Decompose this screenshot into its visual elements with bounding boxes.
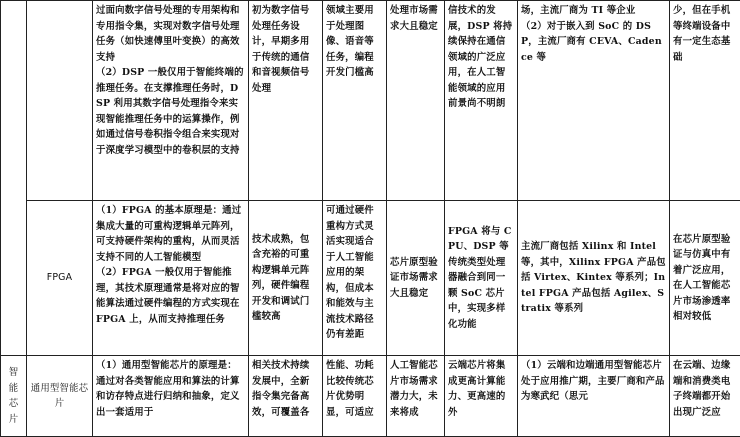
features-cell-fpga: 技术成熟，包含充裕的可重构逻辑单元阵列，硬件编程开发和调试门槛较高 xyxy=(249,201,323,356)
chip-type-cell-general: 通用型智能芯片 xyxy=(27,356,93,437)
outlook-cell-fpga: 在芯片原型验证与仿真中有着广泛应用，在人工智能芯片市场渗透率相对较低 xyxy=(670,201,740,356)
principle-cell-general: （1）通用型智能芯片的原理是：通过对各类智能应用和算法的计算和访存特点进行归纳和抽象，定义出一套适用于 xyxy=(93,356,249,437)
trend-cell-fpga: FPGA 将与 CPU、DSP 等传统类型处理器融合到同一颗 SoC 芯片中，实现多样化功能 xyxy=(445,201,518,356)
outlook-cell-dsp: 少，但在手机等终端设备中有一定生态基础 xyxy=(670,1,740,201)
applications-cell-general: 性能、功耗比较传统芯片优势明显，可适应 xyxy=(323,356,387,437)
vendors-cell-dsp: 场，主流厂商为 TI 等企业 （2）对于嵌入到 SoC 的 DSP，主流厂商有 CEVA、Cadence 等 xyxy=(518,1,670,201)
market-cell-dsp: 处理市场需求大且稳定 xyxy=(387,1,445,201)
category-cell-blank xyxy=(1,1,27,356)
features-cell-dsp: 初为数字信号处理任务设计，早期多用于传统的通信和音视频信号处理 xyxy=(249,1,323,201)
trend-cell-dsp: 信技术的发展，DSP 将持续保持在通信领域的广泛应用，在人工智能领域的应用前景尚不明朗 xyxy=(445,1,518,201)
table-row-dsp xyxy=(1,1,740,201)
table-row-fpga xyxy=(1,201,740,356)
applications-cell-fpga: 可通过硬件重构方式灵活实现适合于人工智能应用的架构，但成本和能效与主流技术路径仍有差距 xyxy=(323,201,387,356)
vendors-cell-fpga: 主流厂商包括 Xilinx 和 Intel 等，其中，Xilinx FPGA 产品包括 Virtex、Kintex 等系列；Intel FPGA 产品包括 Agilex、Stratix 等系列 xyxy=(518,201,670,356)
chip-type-cell-dsp xyxy=(27,1,93,201)
chip-type-cell-fpga: FPGA xyxy=(27,201,93,356)
outlook-cell-general: 在云端、边缘端和消费类电子终端都开始出现广泛应 xyxy=(670,356,740,437)
principle-cell-fpga: （1）FPGA 的基本原理是：通过集成大量的可重构逻辑单元阵列，可支持硬件架构的重构，从而灵活支持不同的人工智能模型 （2）FPGA 一般仅用于智能推理，其技术原理通常是将对应的智能算法通过硬件编程的方式实现在 FPGA 上，从而支持推理任务 xyxy=(93,201,249,356)
market-cell-general: 人工智能芯片市场需求潜力大，未来将成 xyxy=(387,356,445,437)
table-row-smart-chip xyxy=(1,356,740,437)
features-cell-general: 相关技术持续发展中，全新指令集完备高效，可覆盖各 xyxy=(249,356,323,437)
trend-cell-general: 云端芯片将集成更高计算能力、更高速的外 xyxy=(445,356,518,437)
market-cell-fpga: 芯片原型验证市场需求大且稳定 xyxy=(387,201,445,356)
vendors-cell-general: （1）云端和边端通用型智能芯片处于应用推广期，主要厂商和产品为寒武纪（思元 xyxy=(518,356,670,437)
principle-cell-dsp: 过面向数字信号处理的专用架构和专用指令集，实现对数字信号处理任务（如快速傅里叶变换）的高效支持 （2）DSP 一般仅用于智能终端的推理任务。在支撑推理任务时，DSP 利用其数字信号处理指令来实现智能推理任务中的运算操作，例如通过信号卷积指令组合来实现对于深度学习模型中的卷积层的支持 xyxy=(93,1,249,201)
category-cell-smart-chip: 智能芯片 xyxy=(1,356,27,437)
applications-cell-dsp: 领域主要用于处理图像、语音等任务，编程开发门槛高 xyxy=(323,1,387,201)
